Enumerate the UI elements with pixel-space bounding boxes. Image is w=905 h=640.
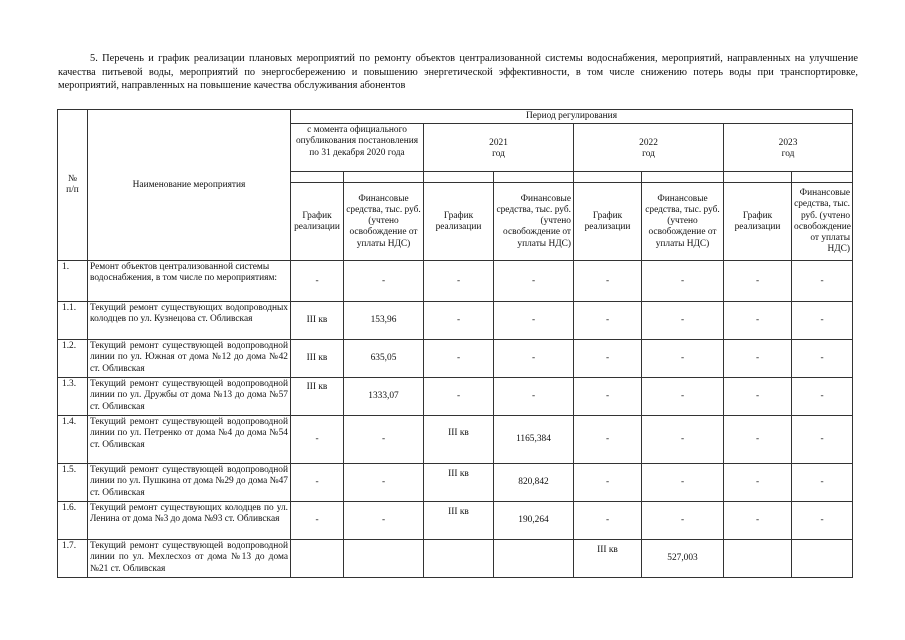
period-header: Период регулирования (291, 110, 853, 124)
spacer-cell (291, 172, 344, 183)
cell-schedule: III кв (291, 340, 344, 378)
cell-schedule: - (574, 502, 642, 540)
cell-finance: 1165,384 (494, 416, 574, 464)
measures-table (57, 109, 853, 578)
row-num: 1.3. (58, 378, 88, 416)
row-num: 1.1. (58, 302, 88, 340)
cell-schedule: - (574, 302, 642, 340)
row-num: 1.4. (58, 416, 88, 464)
table-row (58, 416, 853, 464)
cell-schedule: III кв (291, 302, 344, 340)
cell-finance: - (792, 340, 853, 378)
cell-schedule (291, 540, 344, 578)
table-row (58, 540, 853, 578)
spacer-cell (642, 172, 724, 183)
row-name: Текущий ремонт существующей водопроводной линии по ул. Петренко от дома №4 до дома №54 ст. Обливская (88, 416, 291, 464)
sub-header-finance: Финансовые средства, тыс. руб. (учтено освобождение от уплаты НДС) (792, 183, 853, 261)
row-num: 1. (58, 261, 88, 302)
cell-finance (792, 540, 853, 578)
sub-header-finance: Финансовые средства, тыс. руб. (учтено освобождение от уплаты НДС) (642, 183, 724, 261)
sub-header-finance: Финансовые средства, тыс. руб. (учтено освобождение от уплаты НДС) (494, 183, 574, 261)
table-row (58, 464, 853, 502)
table-row (58, 502, 853, 540)
table-row (58, 340, 853, 378)
cell-schedule: - (574, 340, 642, 378)
cell-finance: - (344, 502, 424, 540)
cell-schedule: - (291, 261, 344, 302)
row-name: Текущий ремонт существующей водопроводной линии по ул. Южная от дома №12 до дома №42 ст. Обливская (88, 340, 291, 378)
period-2022: 2022 год (574, 124, 724, 172)
row-name: Текущий ремонт существующих водопроводных колодцев по ул. Кузнецова ст. Обливская (88, 302, 291, 340)
row-name: Текущий ремонт существующей водопроводной линии по ул. Дружбы от дома №13 до дома №57 ст. Обливская (88, 378, 291, 416)
sub-header-finance: Финансовые средства, тыс. руб. (учтено освобождение от уплаты НДС) (344, 183, 424, 261)
spacer-cell (424, 172, 494, 183)
cell-schedule: - (574, 378, 642, 416)
cell-finance: - (344, 261, 424, 302)
cell-finance: - (642, 464, 724, 502)
cell-schedule: - (724, 302, 792, 340)
cell-schedule: - (574, 416, 642, 464)
sub-header-schedule: График реализации (291, 183, 344, 261)
table-row (58, 378, 853, 416)
cell-schedule: - (724, 464, 792, 502)
cell-schedule (724, 540, 792, 578)
cell-finance: - (792, 302, 853, 340)
spacer-cell (344, 172, 424, 183)
cell-schedule: III кв (424, 502, 494, 540)
sub-header-schedule: График реализации (574, 183, 642, 261)
cell-finance: 153,96 (344, 302, 424, 340)
row-name: Текущий ремонт существующей водопроводной линии по ул. Пушкина от дома №29 до дома №47 ст. Обливская (88, 464, 291, 502)
cell-finance (344, 540, 424, 578)
cell-schedule: III кв (424, 464, 494, 502)
row-name: Текущий ремонт существующих колодцев по ул. Ленина от дома №3 до дома №93 ст. Обливская (88, 502, 291, 540)
cell-finance: - (494, 261, 574, 302)
cell-finance (494, 540, 574, 578)
cell-finance: - (494, 302, 574, 340)
cell-schedule: - (291, 464, 344, 502)
cell-finance: - (642, 340, 724, 378)
cell-finance: 190,264 (494, 502, 574, 540)
cell-schedule: - (724, 502, 792, 540)
table-row (58, 261, 853, 302)
cell-schedule: III кв (291, 378, 344, 416)
spacer-cell (494, 172, 574, 183)
cell-schedule: - (724, 378, 792, 416)
cell-schedule: - (574, 464, 642, 502)
cell-schedule: - (291, 416, 344, 464)
cell-finance: 635,05 (344, 340, 424, 378)
cell-finance: - (344, 464, 424, 502)
col-header-num: № п/п (58, 110, 88, 261)
spacer-cell (792, 172, 853, 183)
sub-header-schedule: График реализации (424, 183, 494, 261)
cell-finance: - (792, 502, 853, 540)
cell-finance: 820,842 (494, 464, 574, 502)
cell-finance: - (642, 416, 724, 464)
cell-schedule: - (724, 340, 792, 378)
col-header-name: Наименование мероприятия (88, 110, 291, 261)
sub-header-schedule: График реализации (724, 183, 792, 261)
cell-schedule: III кв (424, 416, 494, 464)
cell-finance: - (792, 261, 853, 302)
cell-finance: 1333,07 (344, 378, 424, 416)
cell-schedule: - (424, 378, 494, 416)
cell-schedule: - (724, 416, 792, 464)
period-2021: 2021 год (424, 124, 574, 172)
cell-finance: - (642, 378, 724, 416)
row-num: 1.7. (58, 540, 88, 578)
cell-finance: - (642, 502, 724, 540)
row-name: Ремонт объектов централизованной системы водоснабжения, в том числе по мероприятиям: (88, 261, 291, 302)
spacer-cell (574, 172, 642, 183)
section-heading: 5. Перечень и график реализации плановых мероприятий по ремонту объектов централизованной системы водоснабжения, мероприятий, направленных на улучшение качества питьевой воды, мероприятий по энергосбережению и повышению энергетической эффективности, в том числе снижению потерь воды при транспортировке, мероприятий, направленных на повышение качества обслуживания абонентов (58, 53, 858, 91)
spacer-cell (724, 172, 792, 183)
cell-finance: - (344, 416, 424, 464)
cell-finance: - (792, 464, 853, 502)
cell-schedule: - (574, 261, 642, 302)
cell-finance: - (642, 302, 724, 340)
table-row (58, 302, 853, 340)
cell-finance: - (642, 261, 724, 302)
row-num: 1.6. (58, 502, 88, 540)
cell-finance: - (792, 378, 853, 416)
cell-finance: - (792, 416, 853, 464)
cell-schedule: - (424, 261, 494, 302)
cell-finance: 527,003 (642, 540, 724, 578)
row-name: Текущий ремонт существующей водопроводной линии по ул. Мехлесхоз от дома №13 до дома №21 ст. Обливская (88, 540, 291, 578)
period-2020: с момента официального опубликования постановления по 31 декабря 2020 года (291, 124, 424, 172)
row-num: 1.5. (58, 464, 88, 502)
cell-finance: - (494, 378, 574, 416)
cell-schedule: - (424, 302, 494, 340)
row-num: 1.2. (58, 340, 88, 378)
cell-schedule: III кв (574, 540, 642, 578)
cell-schedule: - (424, 340, 494, 378)
cell-schedule: - (291, 502, 344, 540)
cell-schedule (424, 540, 494, 578)
cell-schedule: - (724, 261, 792, 302)
cell-finance: - (494, 340, 574, 378)
period-2023: 2023 год (724, 124, 853, 172)
